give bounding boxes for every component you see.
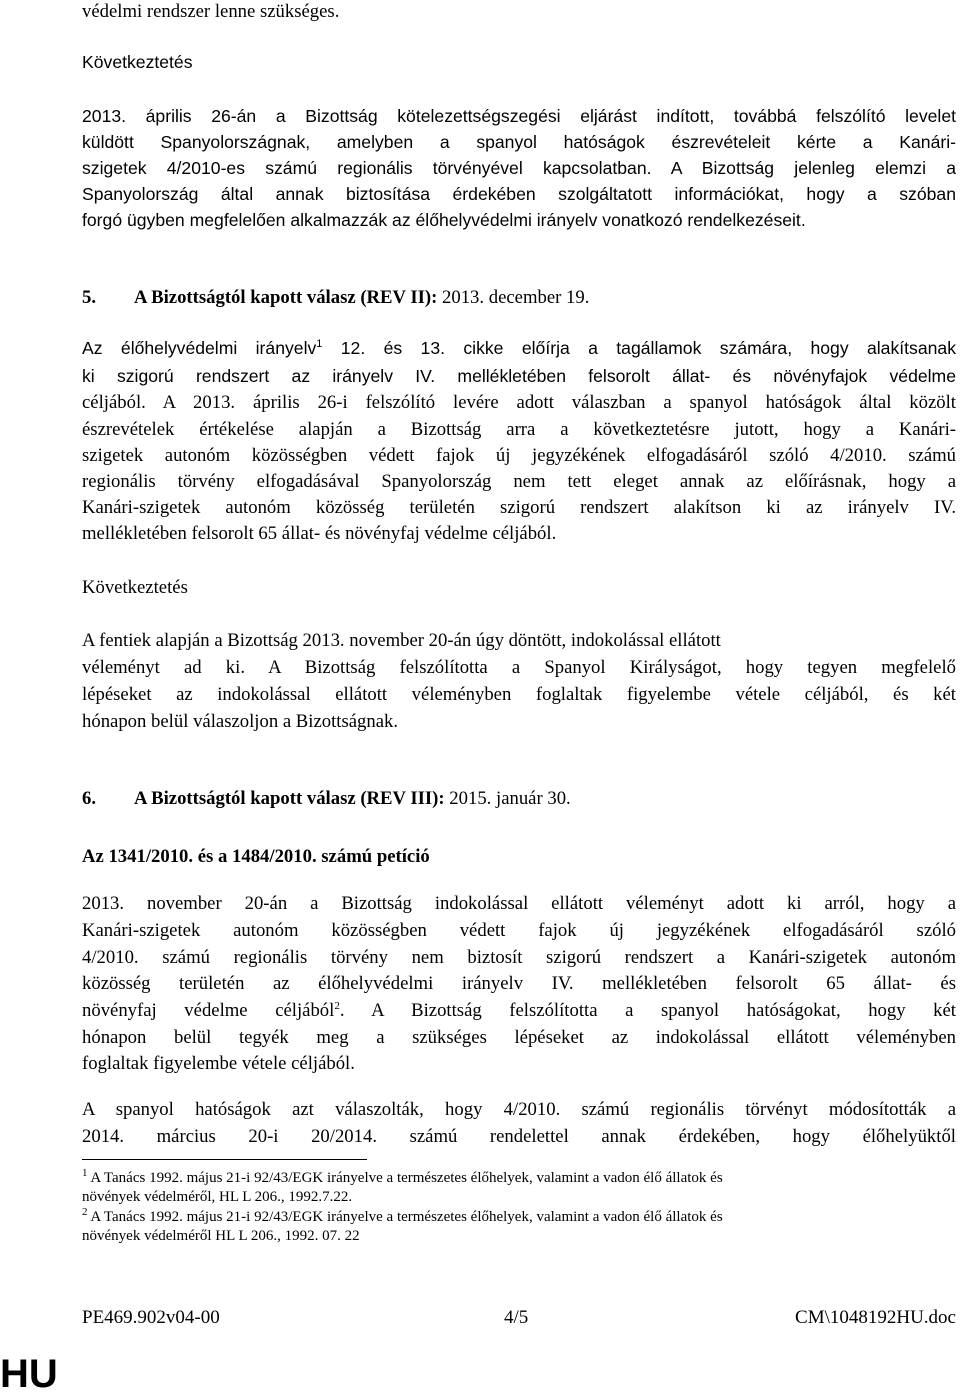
- footer-file-name: CM\1048192HU.doc: [795, 1307, 956, 1328]
- petition-heading: Az 1341/2010. és a 1484/2010. számú petíció: [82, 846, 430, 867]
- section-5-heading: [82, 286, 956, 310]
- text-span: Az élőhelyvédelmi irányelv: [82, 338, 317, 358]
- footnote-separator: [82, 1159, 367, 1160]
- paragraph-line: 4/2010. számú regionális törvény nem biztosít szigorú rendszert a Kanári-szigetek autonóm: [82, 947, 956, 968]
- footnote-text: A Tanács 1992. május 21-i 92/43/EGK irányelve a természetes élőhelyek, valamint a vadon élő állatok és: [87, 1209, 723, 1225]
- section-number: 6.: [82, 788, 97, 809]
- footnote-2-line1: [82, 1208, 956, 1227]
- footnote-1-line2: növények védelméről, HL L 206., 1992.7.22.: [82, 1189, 353, 1205]
- conclusion-heading-1: Következtetés: [82, 52, 193, 72]
- paragraph-line: forgó ügyben megfelelően alkalmazzák az élőhelyvédelmi irányelv vonatkozó rendelkezéseit.: [82, 210, 806, 230]
- paragraph-line: észrevételek értékelése alapján a Bizottság arra a következtetésre jutott, hogy a Kanári-: [82, 419, 956, 440]
- paragraph-line: ki szigorú rendszert az irányelv IV. mellékletében felsorolt állat- és növényfajok védelme: [82, 366, 956, 386]
- paragraph-line: közösség területén az élőhelyvédelmi irányelv IV. mellékletében felsorolt 65 állat- és: [82, 973, 956, 994]
- paragraph-line: A spanyol hatóságok azt válaszolták, hogy 4/2010. számú regionális törvényt módosították a: [82, 1099, 956, 1120]
- section-6-heading: [82, 787, 956, 811]
- footer-page-number: 4/5: [504, 1307, 529, 1328]
- text-span: 12. és 13. cikke előírja a tagállamok számára, hogy alakítsanak: [322, 338, 956, 358]
- footnote-1-line1: [82, 1169, 956, 1188]
- paragraph-line: Kanári-szigetek autonóm közösségben védett fajok új jegyzékének elfogadásáról szóló: [82, 920, 956, 941]
- paragraph-line: hónapon belül tegyék meg a szükséges lépéseket az indokolással ellátott véleményben: [82, 1027, 956, 1048]
- paragraph-line: hónapon belül válaszoljon a Bizottságnak.: [82, 711, 399, 732]
- conclusion-heading-2: Következtetés: [82, 577, 188, 598]
- paragraph-line: szigetek autonóm közösségben védett fajok új jegyzékének elfogadásáról szóló 4/2010. számú: [82, 445, 956, 466]
- paragraph-line: Kanári-szigetek autonóm közösség területén szigorú rendszert alakítson ki az irányelv IV.: [82, 497, 956, 518]
- footnote-ref: 2: [334, 999, 340, 1012]
- paragraph-line: 2014. március 20-i 20/2014. számú rendelettel annak érdekében, hogy élőhelyüktől: [82, 1126, 956, 1147]
- footer-doc-ref: PE469.902v04-00: [82, 1307, 220, 1328]
- paragraph-line: foglaltak figyelembe vétele céljából.: [82, 1053, 355, 1074]
- section-title: A Bizottságtól kapott válasz (REV III):: [134, 788, 445, 809]
- paragraph-line: [82, 336, 956, 360]
- text-span: növényfaj védelme céljából: [82, 1000, 335, 1021]
- footnote-ref: 1: [316, 338, 323, 351]
- paragraph-line: regionális törvény elfogadásával Spanyolország nem tett eleget annak az előírásnak, hogy a: [82, 471, 956, 492]
- section-date: 2013. december 19.: [437, 287, 590, 308]
- paragraph-line: küldött Spanyolországnak, amelyben a spanyol hatóságok észrevételeit kérte a Kanári-: [82, 132, 956, 152]
- paragraph-line: [82, 999, 956, 1023]
- language-code: HU: [0, 1352, 58, 1396]
- paragraph-line: 2013. április 26-án a Bizottság kötelezettségszegési eljárást indított, továbbá felszólító levelet: [82, 106, 956, 126]
- section-title: A Bizottságtól kapott válasz (REV II):: [134, 287, 438, 308]
- paragraph-line: mellékletében felsorolt 65 állat- és növényfaj védelme céljából.: [82, 523, 557, 544]
- top-line: védelmi rendszer lenne szükséges.: [82, 1, 340, 22]
- footnote-number: 1: [82, 1167, 88, 1179]
- paragraph-line: A fentiek alapján a Bizottság 2013. november 20-án úgy döntött, indokolással ellátott: [82, 630, 721, 651]
- text-span: . A Bizottság felszólította a spanyol hatóságokat, hogy két: [339, 1000, 956, 1021]
- paragraph-line: lépéseket az indokolással ellátott véleményben foglaltak figyelembe vétele céljából, és két: [82, 684, 956, 705]
- paragraph-line: 2013. november 20-án a Bizottság indokolással ellátott véleményt adott ki arról, hogy a: [82, 893, 956, 914]
- paragraph-line: véleményt ad ki. A Bizottság felszólította a Spanyol Királyságot, hogy tegyen megfelelő: [82, 657, 956, 678]
- footnote-2-line2: növények védelméről HL L 206., 1992. 07. 22: [82, 1228, 360, 1244]
- footnote-text: A Tanács 1992. május 21-i 92/43/EGK irányelve a természetes élőhelyek, valamint a vadon élő állatok és: [87, 1170, 723, 1186]
- section-number: 5.: [82, 287, 97, 308]
- paragraph-line: Spanyolország által annak biztosítása érdekében szolgáltatott információkat, hogy a szóban: [82, 184, 956, 204]
- section-date: 2015. január 30.: [444, 788, 571, 809]
- paragraph-line: céljából. A 2013. április 26-i felszólító levére adott válaszban a spanyol hatóságok által közölt: [82, 392, 956, 413]
- paragraph-line: szigetek 4/2010-es számú regionális törvényével kapcsolatban. A Bizottság jelenleg elemzi a: [82, 158, 956, 178]
- footnote-number: 2: [82, 1206, 88, 1218]
